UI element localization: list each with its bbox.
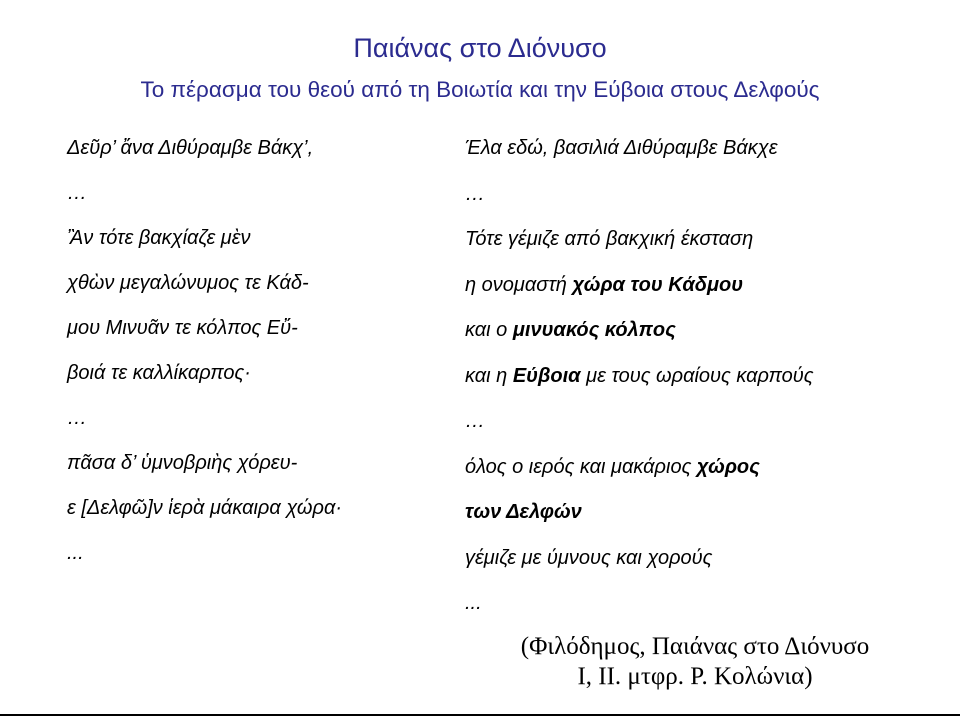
- translation-line: [465, 490, 945, 536]
- translation-line: [465, 354, 945, 400]
- translation-segment: Τότε γέμιζε από βακχική έκσταση: [465, 228, 754, 250]
- original-line: μου Μινυᾶν τε κόλπος Εὔ-: [67, 317, 298, 339]
- slide-title: Παιάνας στο Διόνυσο: [353, 33, 607, 63]
- citation-line: Ι, ΙΙ. μτφρ. Ρ. Κολώνια): [577, 663, 813, 690]
- translation-segment: Έλα εδώ, βασιλιά Διθύραμβε Βάκχε: [465, 137, 778, 159]
- translation-segment: ...: [465, 592, 482, 614]
- bottom-rule: [0, 714, 960, 716]
- translation-line: [465, 126, 945, 172]
- translation-segment: με τους ωραίους καρπούς: [580, 364, 814, 387]
- original-line: ε [Δελφῶ]ν ἱερὰ μάκαιρα χώρα·: [67, 497, 343, 519]
- original-line: ...: [67, 542, 84, 564]
- translation-emphasis: μινυακός κόλπος: [512, 319, 676, 341]
- original-line: Ἂν τότε βακχίαζε μὲν: [67, 227, 251, 249]
- translation-line: [465, 445, 945, 491]
- translation-line: [465, 172, 945, 218]
- translation-emphasis: χώρος: [696, 455, 760, 478]
- translation-text-column: [465, 126, 945, 627]
- translation-segment: γέμιζε με ύμνους και χορούς: [465, 546, 713, 569]
- original-line: βοιά τε καλλίκαρπος·: [67, 362, 251, 384]
- translation-emphasis: Εύβοια: [512, 364, 581, 387]
- original-line: …: [67, 182, 87, 204]
- translation-line: [465, 308, 945, 354]
- citation: [475, 632, 915, 692]
- translation-line: [465, 581, 945, 627]
- translation-segment: η ονομαστή: [465, 273, 573, 296]
- original-line: χθὼν μεγαλώνυμος τε Κάδ-: [67, 272, 309, 294]
- slide-subtitle: Το πέρασμα του θεού από τη Βοιωτία και την Εύβοια στους Δελφούς: [140, 77, 820, 102]
- original-line: …: [67, 407, 87, 429]
- translation-emphasis: των Δελφών: [465, 501, 582, 523]
- citation-line: (Φιλόδημος, Παιάνας στο Διόνυσο: [520, 633, 870, 660]
- translation-segment: και η: [465, 364, 513, 387]
- original-line: Δεῦρ’ ἄνα Διθύραμβε Βάκχ’,: [67, 137, 314, 159]
- translation-segment: και ο: [465, 319, 513, 341]
- original-text-column: [67, 126, 437, 576]
- translation-line: [465, 536, 945, 582]
- translation-segment: …: [465, 410, 485, 432]
- original-line: πᾶσα δ’ ὑμνοβριὴς χόρευ-: [67, 452, 298, 474]
- translation-emphasis: χώρα του Κάδμου: [572, 273, 744, 296]
- translation-segment: όλος ο ιερός και μακάριος: [465, 455, 697, 478]
- translation-line: [465, 217, 945, 263]
- translation-segment: …: [465, 182, 485, 205]
- translation-line: [465, 263, 945, 309]
- translation-line: [465, 399, 945, 445]
